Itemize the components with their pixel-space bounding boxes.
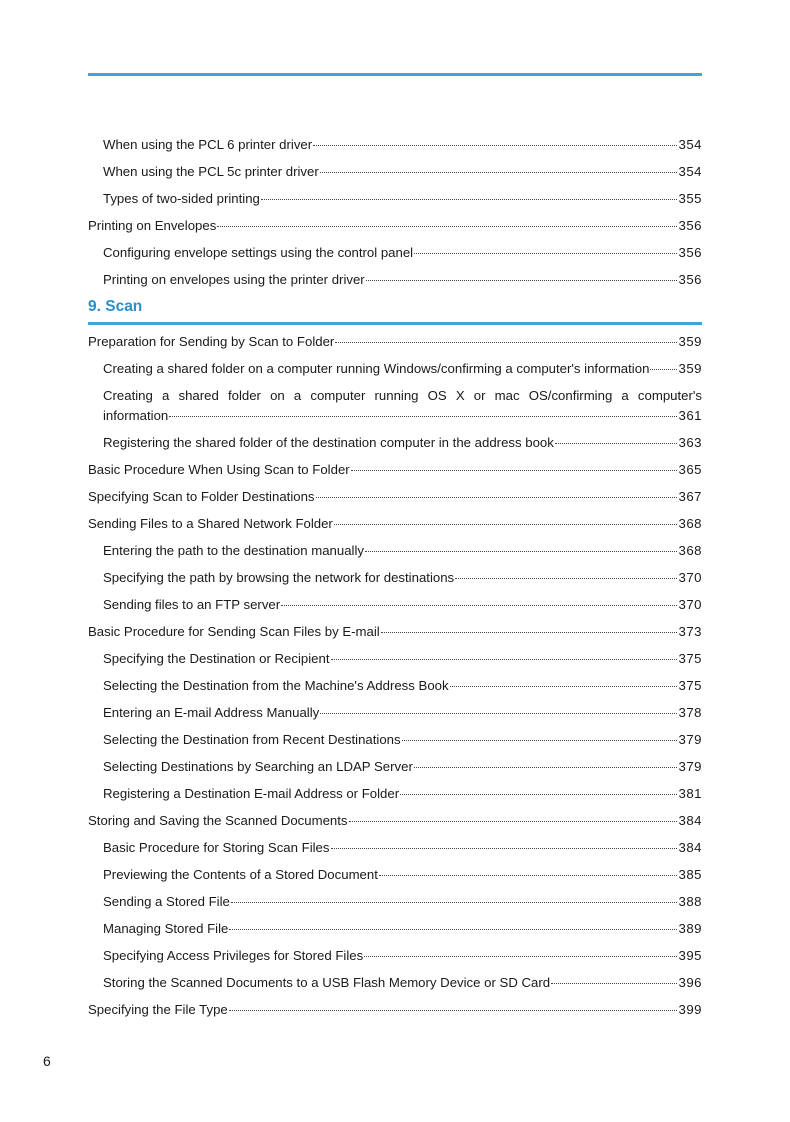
toc-entry-page: 365: [678, 462, 702, 477]
toc-entry[interactable]: [88, 564, 702, 591]
dot-leader: [331, 840, 678, 849]
dot-leader: [364, 948, 677, 957]
toc-entry[interactable]: [88, 382, 702, 429]
toc-entry-page: 373: [678, 624, 702, 639]
toc-entry-page: 375: [678, 651, 702, 666]
toc-entry[interactable]: [88, 996, 702, 1023]
toc-entry[interactable]: [88, 429, 702, 456]
toc-entry-page: 354: [678, 164, 702, 179]
toc-entry-page: 354: [678, 137, 702, 152]
toc-entry-page: 385: [678, 867, 702, 882]
dot-leader: [229, 1002, 678, 1011]
toc-entry-page: 368: [678, 543, 702, 558]
toc-entry[interactable]: [88, 510, 702, 537]
table-of-contents: [88, 131, 702, 1023]
dot-leader: [316, 489, 678, 498]
toc-entry[interactable]: [88, 834, 702, 861]
toc-entry-page: 379: [678, 732, 702, 747]
toc-entry[interactable]: [88, 807, 702, 834]
chapter-heading[interactable]: 9. Scan: [88, 294, 702, 325]
toc-entry-title: Registering the shared folder of the destination computer in the address book: [103, 435, 554, 450]
toc-entry-title: Configuring envelope settings using the control panel: [103, 245, 414, 260]
toc-entry-title: When using the PCL 6 printer driver: [103, 137, 313, 152]
toc-entry[interactable]: [88, 185, 702, 212]
toc-entry-title-continued: information: [103, 408, 169, 423]
toc-entry-title: Sending a Stored File: [103, 894, 230, 909]
dot-leader: [381, 624, 678, 633]
toc-entry-page: 379: [678, 759, 702, 774]
toc-entry-title: Selecting the Destination from the Machine's Address Book: [103, 678, 449, 693]
toc-entry-title: Printing on envelopes using the printer driver: [103, 272, 365, 287]
dot-leader: [231, 894, 678, 903]
toc-entry[interactable]: [88, 753, 702, 780]
toc-entry-page: 381: [678, 786, 702, 801]
toc-entry-title: Previewing the Contents of a Stored Document: [103, 867, 378, 882]
dot-leader: [400, 786, 677, 795]
toc-entry-page: 361: [678, 408, 702, 423]
dot-leader: [402, 732, 678, 741]
toc-entry[interactable]: [88, 915, 702, 942]
dot-leader: [334, 516, 678, 525]
header-rule: [88, 73, 702, 76]
toc-entry-page: 359: [678, 334, 702, 349]
toc-entry-title: Selecting the Destination from Recent Destinations: [103, 732, 401, 747]
toc-entry-title: Preparation for Sending by Scan to Folder: [88, 334, 335, 349]
dot-leader: [455, 570, 677, 579]
toc-entry[interactable]: [88, 158, 702, 185]
toc-entry-title: Managing Stored File: [103, 921, 229, 936]
toc-entry[interactable]: [88, 618, 702, 645]
toc-entry-title: Entering an E-mail Address Manually: [103, 705, 320, 720]
toc-entry[interactable]: [88, 212, 702, 239]
toc-entry-page: 375: [678, 678, 702, 693]
toc-entry-title: Basic Procedure for Sending Scan Files by E-mail: [88, 624, 380, 639]
dot-leader: [650, 361, 677, 370]
dot-leader: [313, 137, 677, 146]
toc-entry-title: Creating a shared folder on a computer running Windows/confirming a computer's information: [103, 361, 650, 376]
toc-entry-title: Specifying Scan to Folder Destinations: [88, 489, 315, 504]
dot-leader: [414, 759, 678, 768]
toc-entry-title: Registering a Destination E-mail Address or Folder: [103, 786, 400, 801]
toc-entry[interactable]: [88, 131, 702, 158]
dot-leader: [379, 867, 678, 876]
toc-entry-page: 356: [678, 245, 702, 260]
dot-leader: [281, 597, 677, 606]
toc-entry[interactable]: [88, 861, 702, 888]
dot-leader: [349, 813, 678, 822]
toc-entry-page: 399: [678, 1002, 702, 1017]
toc-entry-title: Entering the path to the destination manually: [103, 543, 364, 558]
toc-entry-title: Selecting Destinations by Searching an LDAP Server: [103, 759, 413, 774]
toc-entry-page: 370: [678, 570, 702, 585]
toc-entry-title: Types of two-sided printing: [103, 191, 260, 206]
toc-entry-page: 388: [678, 894, 702, 909]
dot-leader: [414, 245, 677, 254]
toc-entry-title: Storing the Scanned Documents to a USB Flash Memory Device or SD Card: [103, 975, 551, 990]
toc-entry-title: Specifying the Destination or Recipient: [103, 651, 330, 666]
page-number: 6: [43, 1053, 51, 1069]
toc-entry-title: When using the PCL 5c printer driver: [103, 164, 319, 179]
toc-entry-page: 389: [678, 921, 702, 936]
toc-entry[interactable]: [88, 726, 702, 753]
dot-leader: [169, 408, 677, 417]
toc-entry[interactable]: [88, 645, 702, 672]
toc-entry-title: Printing on Envelopes: [88, 218, 217, 233]
toc-entry[interactable]: [88, 942, 702, 969]
dot-leader: [320, 705, 677, 714]
toc-entry-title: Specifying the File Type: [88, 1002, 228, 1017]
toc-entry[interactable]: [88, 239, 702, 266]
dot-leader: [320, 164, 678, 173]
toc-entry-page: 395: [678, 948, 702, 963]
dot-leader: [366, 272, 678, 281]
toc-entry-title: Basic Procedure for Storing Scan Files: [103, 840, 330, 855]
toc-entry[interactable]: [88, 537, 702, 564]
toc-entry[interactable]: [88, 672, 702, 699]
toc-entry-title: Sending Files to a Shared Network Folder: [88, 516, 333, 531]
toc-entry-page: 367: [678, 489, 702, 504]
dot-leader: [551, 975, 677, 984]
dot-leader: [335, 334, 677, 343]
toc-entry-page: 355: [678, 191, 702, 206]
toc-entry-title: Creating a shared folder on a computer running OS X or mac OS/confirming a computer's: [103, 388, 702, 403]
toc-entry-title: Sending files to an FTP server: [103, 597, 281, 612]
dot-leader: [555, 435, 678, 444]
toc-entry-title: Storing and Saving the Scanned Documents: [88, 813, 348, 828]
toc-entry[interactable]: [88, 780, 702, 807]
toc-entry[interactable]: [88, 591, 702, 618]
toc-entry-page: 359: [678, 361, 702, 376]
toc-entry[interactable]: [88, 355, 702, 382]
toc-entry-page: 396: [678, 975, 702, 990]
toc-entry-page: 356: [678, 218, 702, 233]
toc-entry-title: Specifying the path by browsing the network for destinations: [103, 570, 455, 585]
toc-entry-title: Specifying Access Privileges for Stored Files: [103, 948, 364, 963]
toc-entry-page: 384: [678, 840, 702, 855]
toc-entry[interactable]: [88, 888, 702, 915]
dot-leader: [365, 543, 677, 552]
toc-entry[interactable]: [88, 456, 702, 483]
toc-entry[interactable]: [88, 266, 702, 293]
toc-entry-page: 370: [678, 597, 702, 612]
toc-entry[interactable]: [88, 699, 702, 726]
toc-entry-page: 356: [678, 272, 702, 287]
toc-entry-page: 368: [678, 516, 702, 531]
toc-entry-page: 384: [678, 813, 702, 828]
toc-entry[interactable]: [88, 328, 702, 355]
dot-leader: [450, 678, 678, 687]
dot-leader: [331, 651, 678, 660]
toc-entry[interactable]: [88, 483, 702, 510]
toc-entry-page: 363: [678, 435, 702, 450]
dot-leader: [217, 218, 677, 227]
toc-entry[interactable]: [88, 969, 702, 996]
toc-entry-page: 378: [678, 705, 702, 720]
toc-entry-title: Basic Procedure When Using Scan to Folder: [88, 462, 350, 477]
dot-leader: [229, 921, 677, 930]
dot-leader: [351, 462, 678, 471]
dot-leader: [261, 191, 678, 200]
